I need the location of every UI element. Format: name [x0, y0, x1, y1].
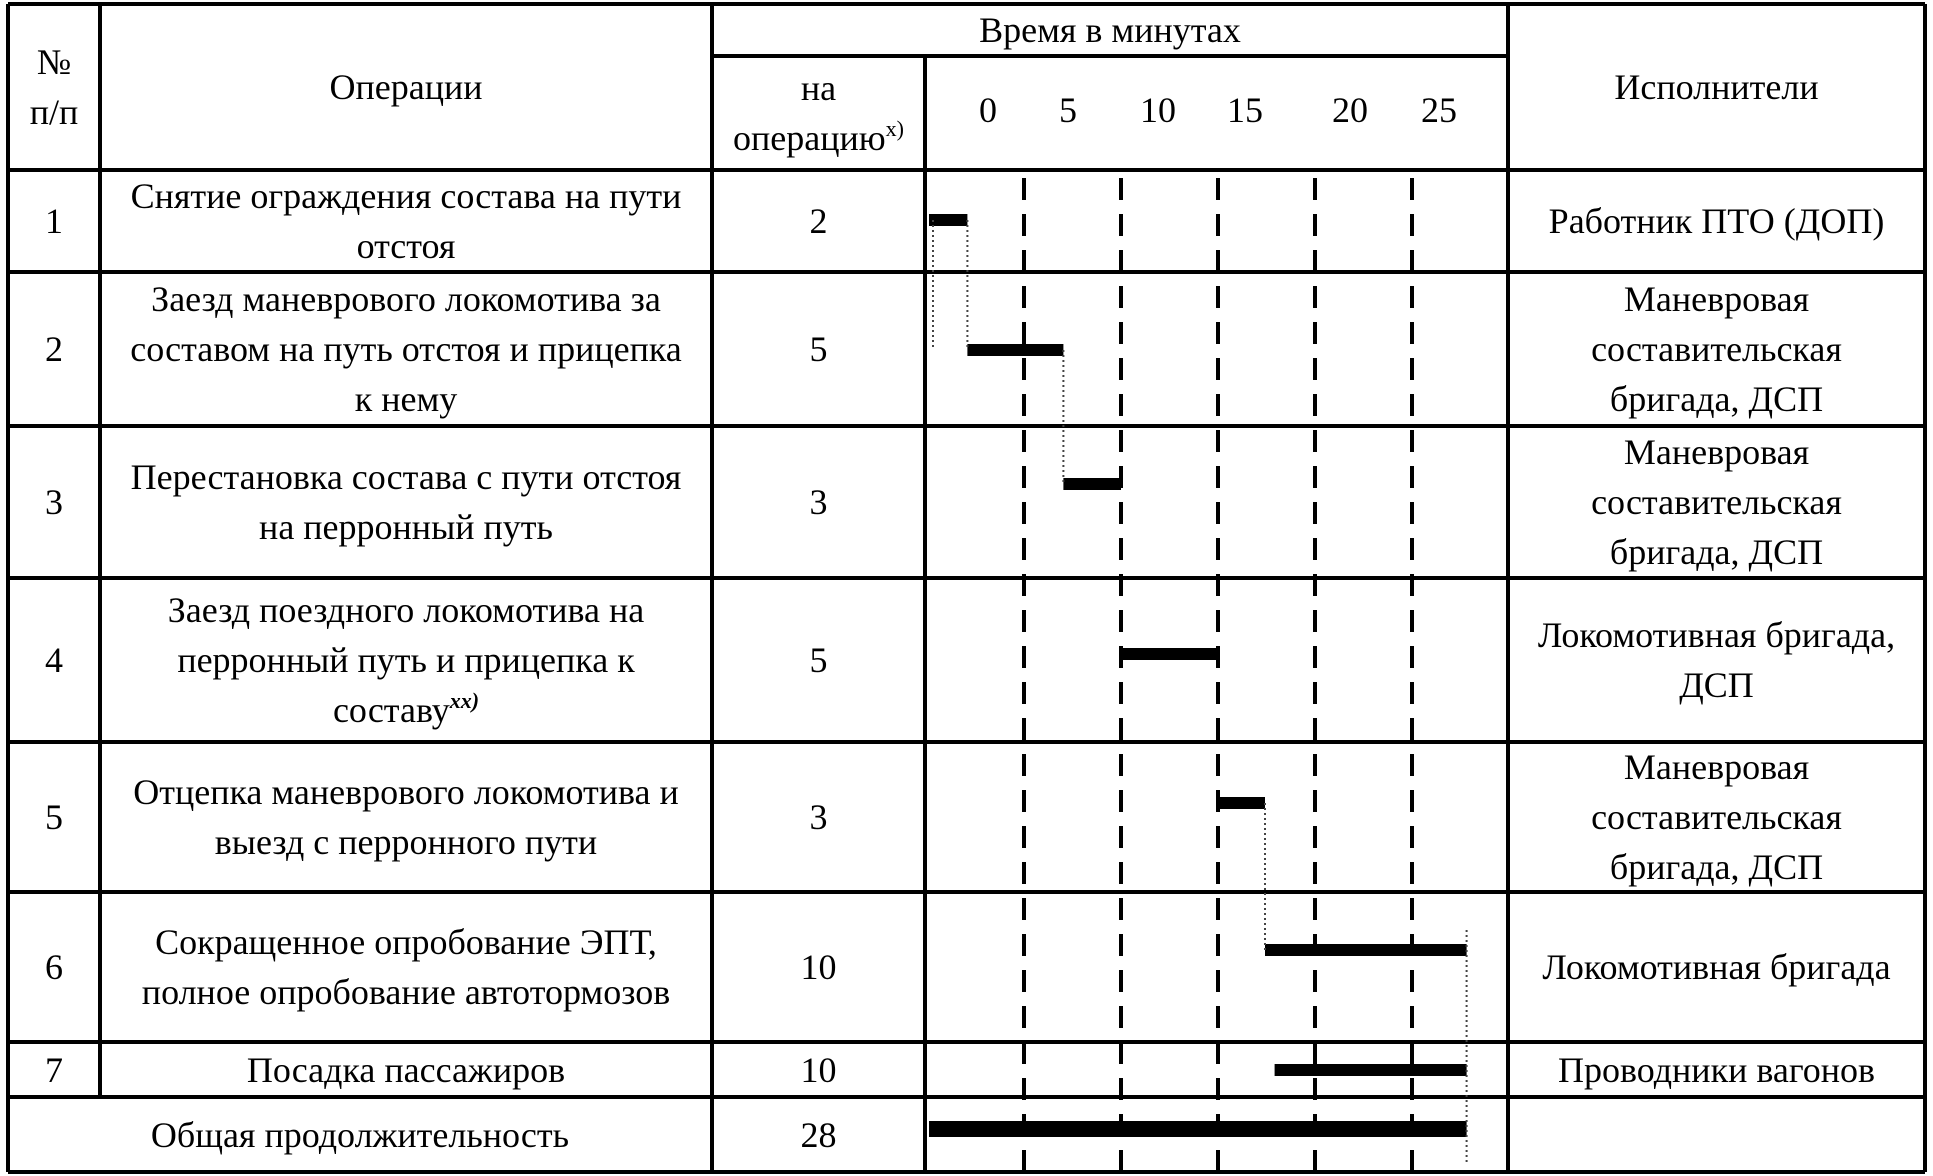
row-performer: Маневровая составительская бригада, ДСП	[1591, 279, 1842, 419]
gantt-bar-op-5	[1217, 797, 1265, 809]
header-per-operation: на операцию$^{x)}$	[733, 68, 904, 158]
row-number: 6	[45, 947, 63, 987]
row-performer: Локомотивная бригада, ДСП	[1537, 615, 1896, 705]
row-number: 5	[45, 797, 63, 837]
row-performer: Локомотивная бригада	[1542, 947, 1891, 987]
tick-label: 0	[979, 90, 997, 130]
tick-label: 15	[1227, 90, 1263, 130]
row-number: 1	[45, 201, 63, 241]
row-performer: Маневровая составительская бригада, ДСП	[1591, 747, 1842, 887]
total-duration: 28	[800, 1114, 837, 1155]
gantt-bar-op-2	[967, 344, 1063, 356]
header-performers: Исполнители	[1614, 67, 1819, 107]
row-performer: Маневровая составительская бригада, ДСП	[1591, 432, 1842, 572]
row-duration: 10	[800, 947, 837, 987]
gantt-bar-op-3	[1063, 478, 1121, 490]
row-operation: Сокращенное опробование ЭПТ, полное опробование автотормозов	[141, 922, 671, 1012]
row-operation: Отцепка маневрового локомотива и выезд с перронного пути	[133, 772, 679, 862]
row-duration: 5	[809, 329, 828, 369]
gantt-bar-op-7	[1275, 1064, 1467, 1076]
row-number: 3	[45, 482, 63, 522]
row-number: 2	[45, 329, 63, 369]
total-label: Общая продолжительность	[150, 1114, 570, 1155]
row-duration: 10	[800, 1049, 837, 1090]
tick-label: 20	[1332, 90, 1368, 130]
row-operation: Заезд поездного локомотива на перронный путь и прицепка к составу$^{хх)}$	[167, 590, 645, 730]
row-duration: 2	[809, 201, 828, 241]
gantt-bar-op-4	[1121, 648, 1217, 660]
row-number: 4	[45, 640, 63, 680]
tick-label: 25	[1421, 90, 1457, 130]
row-number: 7	[45, 1049, 63, 1090]
header-operations: Операции	[329, 67, 483, 107]
row-performer: Работник ПТО (ДОП)	[1548, 201, 1885, 241]
row-operation: Перестановка состава с пути отстоя на перронный путь	[130, 457, 682, 547]
row-performer: Проводники вагонов	[1558, 1049, 1875, 1090]
row-operation: Посадка пассажиров	[246, 1049, 566, 1090]
row-duration: 5	[809, 640, 828, 680]
tick-label: 10	[1140, 90, 1176, 130]
row-duration: 3	[809, 797, 828, 837]
gantt-bar-op-1	[929, 214, 967, 226]
row-operation: Снятие ограждения состава на пути отстоя	[130, 176, 682, 266]
gantt-bar-op-6	[1265, 944, 1467, 956]
header-number: № п/п	[29, 42, 79, 132]
row-operation: Заезд маневрового локомотива за составом на путь отстоя и прицепка к нему	[130, 279, 682, 419]
gantt-bar-total	[929, 1121, 1467, 1137]
header-time: Время в минутах	[979, 10, 1241, 50]
tick-label: 5	[1059, 90, 1077, 130]
row-duration: 3	[809, 482, 828, 522]
